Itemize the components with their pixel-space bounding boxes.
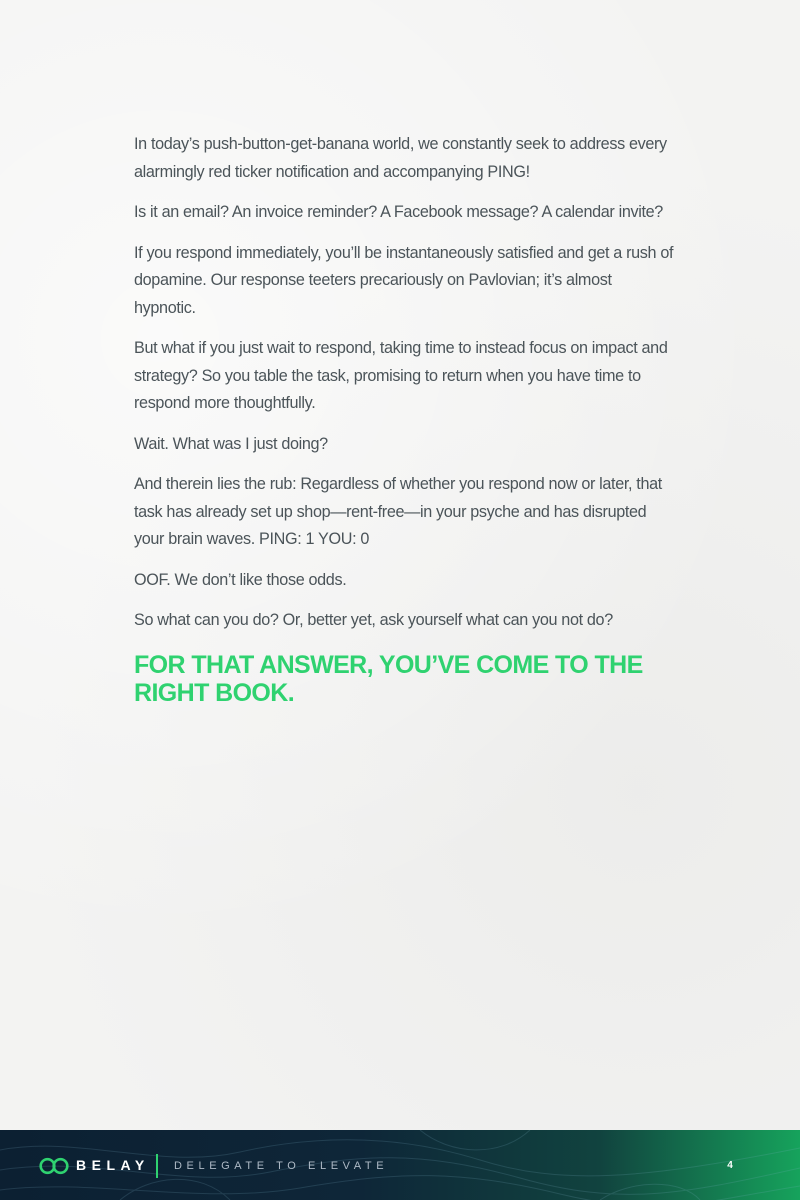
page-number: 4 bbox=[727, 1160, 733, 1171]
paragraph-3: If you respond immediately, you’ll be instantaneously satisfied and get a rush of dopamine. Our response teeters precariously on Pavlovian; it’s almost hypnotic. bbox=[134, 243, 674, 317]
paragraph-6: And therein lies the rub: Regardless of whether you respond now or later, that task has already set up shop—rent-free—in your psyche and has disrupted your brain waves. PING: 1 YOU: 0 bbox=[134, 475, 662, 548]
paragraph-5: Wait. What was I just doing? bbox=[134, 434, 328, 453]
paragraph-2: Is it an email? An invoice reminder? A Facebook message? A calendar invite? bbox=[134, 203, 663, 221]
body-text bbox=[134, 131, 674, 707]
brand-name: BELAY bbox=[76, 1157, 150, 1173]
callout-heading: FOR THAT ANSWER, YOU’VE COME TO THE RIGHT BOOK. bbox=[134, 650, 643, 707]
paragraph-1: In today’s push-button-get-banana world, we constantly seek to address every alarmingly red ticker notification and accompanying PING! bbox=[134, 135, 667, 181]
brand-tagline: DELEGATE TO ELEVATE bbox=[174, 1160, 389, 1172]
paragraph-7: OOF. We don’t like those odds. bbox=[134, 570, 347, 589]
paragraph-8: So what can you do? Or, better yet, ask yourself what can you not do? bbox=[134, 611, 613, 629]
paragraph-4: But what if you just wait to respond, taking time to instead focus on impact and strategy? So you table the task, promising to return when you have time to respond more thoughtfully. bbox=[134, 339, 668, 412]
infinity-loop-logo-icon bbox=[38, 1156, 70, 1176]
footer-divider bbox=[156, 1154, 158, 1178]
